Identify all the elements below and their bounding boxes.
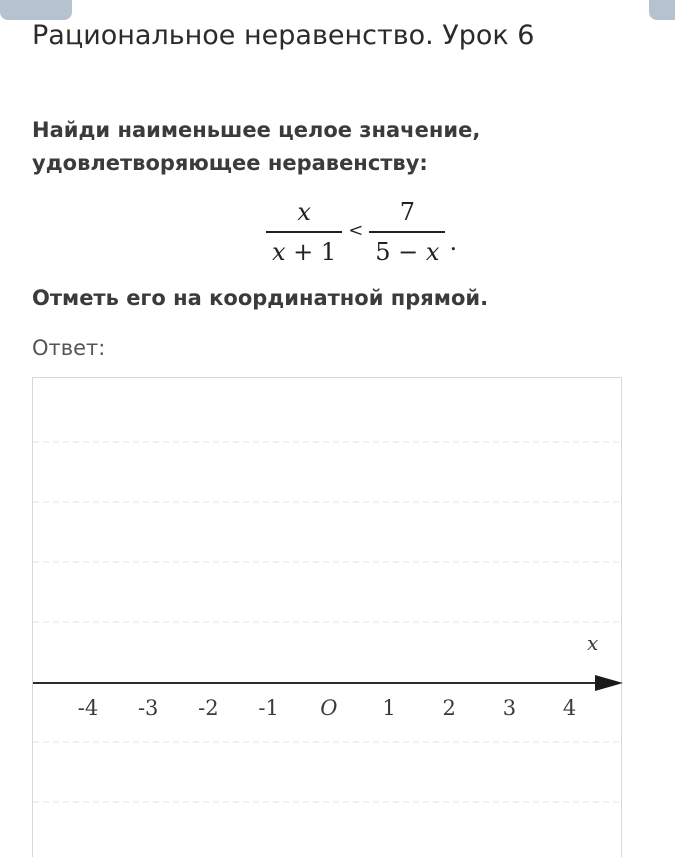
tick-label: 3 bbox=[502, 696, 517, 720]
answer-label: Ответ: bbox=[32, 336, 106, 360]
answer-number-line-board[interactable] bbox=[32, 377, 622, 857]
tick-label: -4 bbox=[77, 696, 99, 720]
right-fraction bbox=[369, 197, 445, 267]
tick-label: O bbox=[320, 696, 338, 720]
tick-labels bbox=[78, 696, 577, 720]
task-instruction: Отметь его на координатной прямой. bbox=[32, 286, 489, 310]
left-denominator bbox=[266, 233, 342, 267]
left-fraction bbox=[266, 197, 342, 267]
task-statement bbox=[32, 114, 632, 180]
task-line-1: Найди наименьшее целое значение, bbox=[32, 118, 481, 142]
x-axis-arrow-icon bbox=[595, 675, 623, 691]
right-denominator bbox=[369, 233, 445, 267]
left-numerator: x bbox=[297, 198, 311, 226]
x-axis-name: x bbox=[587, 631, 599, 655]
tick-label: 1 bbox=[382, 696, 396, 720]
left-denominator-variable: x bbox=[272, 238, 286, 266]
top-tab-right[interactable] bbox=[649, 0, 675, 20]
inequality-formula bbox=[266, 192, 457, 272]
tick-label: -2 bbox=[198, 696, 219, 720]
right-numerator: 7 bbox=[399, 198, 416, 226]
less-than-sign: < bbox=[348, 219, 364, 241]
lesson-title: Рациональное неравенство. Урок 6 bbox=[32, 20, 535, 51]
right-denominator-variable: x bbox=[425, 238, 440, 266]
formula-period: . bbox=[449, 228, 458, 256]
left-denominator-rest: + 1 bbox=[285, 238, 337, 266]
grid-lines bbox=[33, 442, 623, 802]
top-tab-left[interactable] bbox=[0, 0, 72, 20]
number-line-canvas[interactable] bbox=[33, 378, 623, 858]
right-denominator-constant: 5 − bbox=[375, 238, 426, 266]
task-line-2: удовлетворяющее неравенству: bbox=[32, 151, 428, 175]
tick-label: 4 bbox=[562, 696, 577, 720]
tick-label: 2 bbox=[442, 696, 456, 720]
tick-label: -1 bbox=[258, 696, 279, 720]
tick-label: -3 bbox=[137, 696, 159, 720]
